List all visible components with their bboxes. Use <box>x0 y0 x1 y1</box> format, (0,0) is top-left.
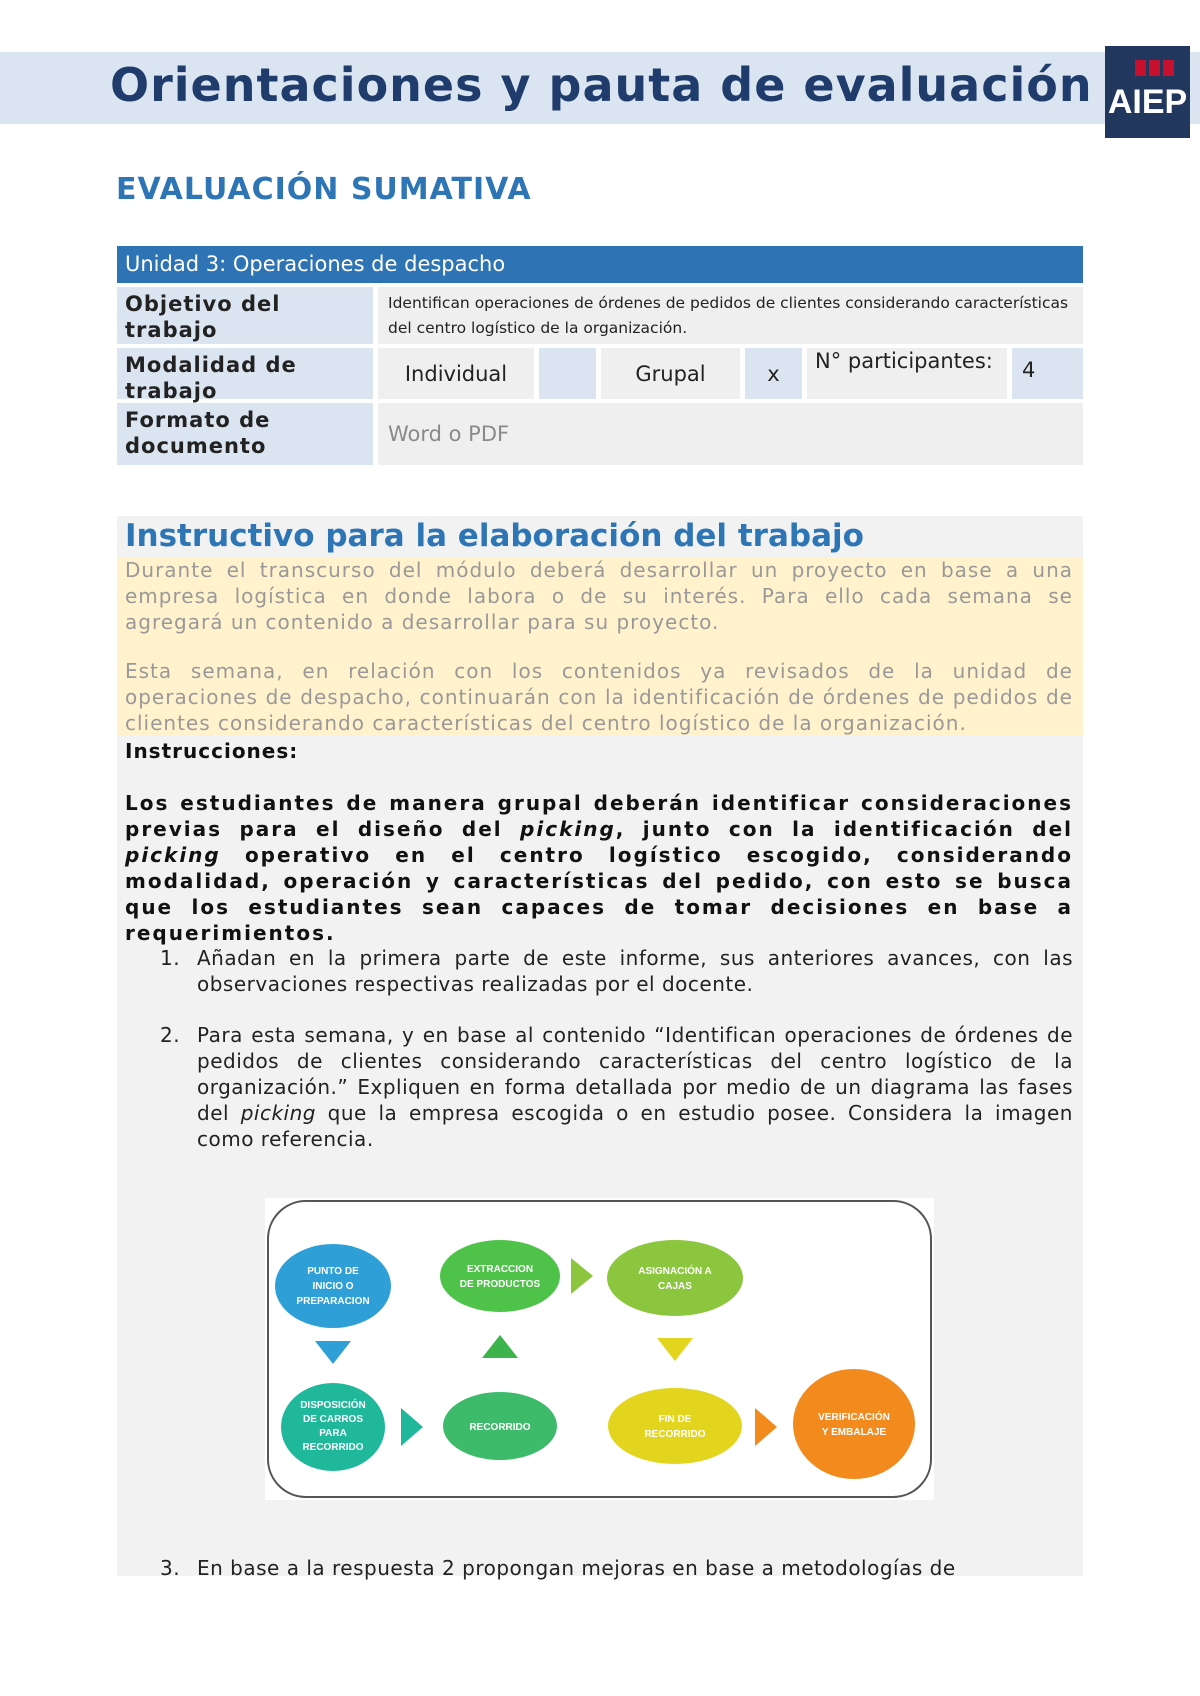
node-label: PARA <box>319 1428 347 1439</box>
unit-header: Unidad 3: Operaciones de despacho <box>117 246 1083 283</box>
node-label: PUNTO DE <box>307 1266 359 1277</box>
instructions-title: Instructivo para la elaboración del trabajo <box>125 518 864 554</box>
node-shape <box>281 1383 385 1471</box>
main-instruction: Los estudiantes de manera grupal deberán identificar consideraciones previas para el diseño del picking, junto con la identificación del picking operativo en el centro logístico escogido, considerando modalidad, operación y características del pedido, con esto se busca que los estudiantes sean capaces de tomar decisiones en base a requerimientos. <box>125 791 1073 945</box>
node-label: RECORRIDO <box>644 1429 706 1440</box>
list-item <box>160 945 1073 997</box>
instructions-heading: Instrucciones: <box>125 739 299 763</box>
modality-label: Modalidad de trabajo <box>117 348 373 399</box>
participants-label: N° participantes: <box>807 348 1007 399</box>
node-label: DE PRODUCTOS <box>459 1279 541 1290</box>
node-shape <box>608 1388 742 1464</box>
group-label: Grupal <box>601 348 740 399</box>
logo-mark-icon <box>1135 60 1177 80</box>
intro-paragraph-2: Esta semana, en relación con los contenidos ya revisados de la unidad de operaciones de despacho, continuarán con la identificación de órdenes de pedidos de clientes considerando características del centro logístico de la organización. <box>125 659 1073 735</box>
node-shape <box>607 1240 743 1316</box>
node-shape <box>793 1369 915 1479</box>
node-label: Y EMBALAJE <box>821 1427 887 1438</box>
node-label: VERIFICACIÓN <box>818 1412 890 1423</box>
node-label: INICIO O <box>312 1281 354 1292</box>
node-route <box>443 1392 557 1460</box>
node-verification-packing <box>793 1369 915 1479</box>
list-item <box>160 1555 1073 1581</box>
logo-text: AIEP <box>1107 83 1188 121</box>
node-product-extraction <box>440 1240 560 1312</box>
node-label: RECORRIDO <box>469 1422 531 1433</box>
list-text: En base a la respuesta 2 propongan mejoras en base a metodologías de <box>197 1556 956 1580</box>
node-label: DE CARROS <box>302 1414 364 1425</box>
participants-value: 4 <box>1012 348 1083 399</box>
node-shape <box>440 1240 560 1312</box>
node-label: ASIGNACIÓN A <box>638 1266 712 1277</box>
node-label: CAJAS <box>658 1281 692 1292</box>
individual-label: Individual <box>378 348 534 399</box>
node-cart-disposition <box>281 1383 385 1471</box>
node-label: EXTRACCION <box>466 1264 534 1275</box>
list-text: Añadan en la primera parte de este informe, sus anteriores avances, con las observaciones respectivas realizadas por el docente. <box>197 946 1073 996</box>
list-text: Para esta semana, y en base al contenido “Identifican operaciones de órdenes de pedidos de clientes considerando características del centro logístico de la organización.” Expliquen en forma detallada por medio de un diagrama las fases del picking que la empresa escogida o en estudio posee. Considera la imagen como referencia. <box>197 1023 1073 1151</box>
node-label: DISPOSICIÓN <box>300 1400 366 1411</box>
format-label: Formato de documento <box>117 403 373 465</box>
node-start-preparation <box>275 1244 391 1328</box>
intro-paragraph-1: Durante el transcurso del módulo deberá desarrollar un proyecto en base a una empresa logística en donde labora o de su interés. Para ello cada semana se agregará un contenido a desarrollar para su proyecto. <box>125 558 1073 634</box>
document-title: Orientaciones y pauta de evaluación <box>110 58 1093 112</box>
format-value: Word o PDF <box>378 403 1083 465</box>
node-label: FIN DE <box>658 1414 692 1425</box>
list-item <box>160 1022 1073 1152</box>
list-number: 3. <box>160 1556 181 1580</box>
objective-value: Identifican operaciones de órdenes de pedidos de clientes considerando características del centro logístico de la organización. <box>378 287 1083 344</box>
evaluation-title: EVALUACIÓN SUMATIVA <box>116 172 532 207</box>
list-number: 1. <box>160 946 181 970</box>
objective-label: Objetivo del trabajo <box>117 287 373 344</box>
node-route-end <box>608 1388 742 1464</box>
picking-phases-diagram <box>265 1198 934 1500</box>
node-label: PREPARACION <box>296 1296 370 1307</box>
node-box-assignment <box>607 1240 743 1316</box>
individual-checkbox <box>539 348 596 399</box>
aiep-logo <box>1105 46 1190 138</box>
group-checkbox: x <box>745 348 802 399</box>
node-label: RECORRIDO <box>302 1442 364 1453</box>
list-number: 2. <box>160 1023 181 1047</box>
